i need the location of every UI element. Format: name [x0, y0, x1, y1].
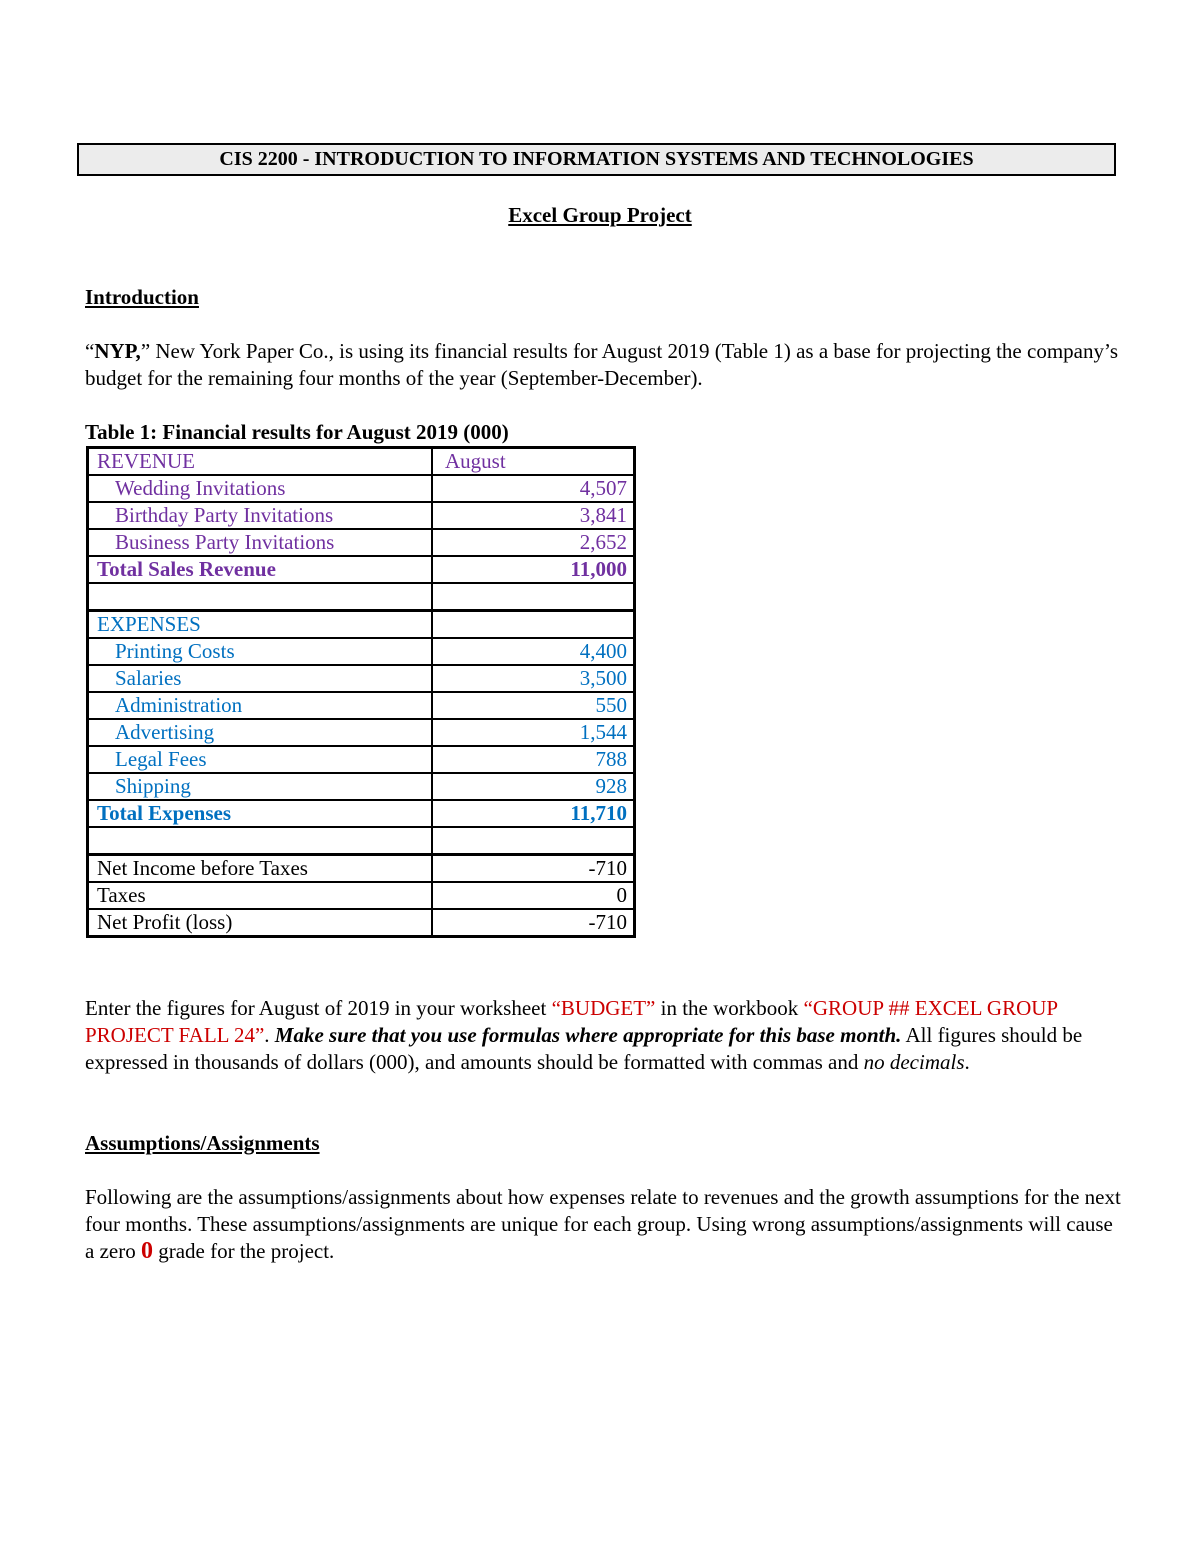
table-row [88, 746, 635, 773]
table-row [88, 529, 635, 556]
row-value: -710 [432, 909, 635, 937]
month-column-header: August [432, 448, 635, 476]
introduction-paragraph [85, 338, 1120, 392]
blank-row [88, 827, 635, 855]
blank-cell [88, 583, 433, 611]
expenses-section-label: EXPENSES [88, 611, 433, 639]
budget-text-1: Enter the figures for August of 2019 in your worksheet [85, 996, 552, 1020]
total-expenses-row [88, 800, 635, 827]
total-revenue-label: Total Sales Revenue [88, 556, 433, 583]
row-label: Taxes [88, 882, 433, 909]
row-value: 4,507 [432, 475, 635, 502]
table-row [88, 692, 635, 719]
row-label: Printing Costs [88, 638, 433, 665]
table-caption: Table 1: Financial results for August 2019 (000) [85, 420, 509, 444]
row-label: Administration [88, 692, 433, 719]
budget-text-3: . [264, 1023, 275, 1047]
table-row [88, 882, 635, 909]
row-label: Shipping [88, 773, 433, 800]
table-row [88, 475, 635, 502]
row-value: 1,544 [432, 719, 635, 746]
row-label: Legal Fees [88, 746, 433, 773]
company-short-name: NYP, [94, 339, 141, 363]
budget-text-4: All figures should be expressed in thousands of dollars (000), and amounts should be formatted with commas and [85, 1023, 1083, 1074]
project-title: Excel Group Project [508, 203, 692, 227]
assumptions-paragraph [85, 1184, 1125, 1265]
total-revenue-value: 11,000 [432, 556, 635, 583]
total-expenses-label: Total Expenses [88, 800, 433, 827]
table-header-row [88, 448, 635, 476]
table-row [88, 909, 635, 937]
row-value: 3,841 [432, 502, 635, 529]
financial-results-table [86, 446, 636, 938]
row-value: 550 [432, 692, 635, 719]
table-row [88, 855, 635, 883]
budget-instructions-paragraph [85, 995, 1125, 1076]
budget-text-2: in the workbook [655, 996, 804, 1020]
blank-cell [432, 583, 635, 611]
table-row [88, 719, 635, 746]
blank-row [88, 583, 635, 611]
row-value: 928 [432, 773, 635, 800]
blank-cell [432, 827, 635, 855]
blank-cell [432, 611, 635, 639]
table-row [88, 502, 635, 529]
workbook-name: “GROUP ## EXCEL GROUP PROJECT FALL 24” [85, 996, 1058, 1047]
zero-grade-mark: 0 [140, 1238, 153, 1264]
total-expenses-value: 11,710 [432, 800, 635, 827]
expenses-header-row [88, 611, 635, 639]
assumptions-text-1: Following are the assumptions/assignments about how expenses relate to revenues and the growth assumptions for the next four months. These assumptions/assignments are unique for each group. Using wrong assumptions/assignments will cause a zero [85, 1185, 1121, 1263]
table-row [88, 665, 635, 692]
course-banner: CIS 2200 - INTRODUCTION TO INFORMATION SYSTEMS AND TECHNOLOGIES [77, 143, 1116, 176]
no-decimals-emphasis: no decimals [863, 1050, 965, 1074]
worksheet-name: “BUDGET” [551, 996, 656, 1020]
row-label: Net Profit (loss) [88, 909, 433, 937]
introduction-heading: Introduction [85, 285, 199, 309]
row-value: 3,500 [432, 665, 635, 692]
revenue-section-label: REVENUE [88, 448, 433, 476]
row-value: -710 [432, 855, 635, 883]
assumptions-heading: Assumptions/Assignments [85, 1131, 320, 1155]
row-label: Advertising [88, 719, 433, 746]
formula-emphasis: Make sure that you use formulas where appropriate for this base month. [274, 1023, 902, 1047]
row-label: Business Party Invitations [88, 529, 433, 556]
blank-cell [88, 827, 433, 855]
budget-text-5: . [964, 1050, 970, 1074]
total-revenue-row [88, 556, 635, 583]
intro-text: ” New York Paper Co., is using its financial results for August 2019 (Table 1) as a base for projecting the company’s budget for the remaining four months of the year (September-December). [85, 339, 1118, 390]
table-row [88, 773, 635, 800]
assumptions-text-2: grade for the project. [152, 1239, 335, 1263]
row-label: Wedding Invitations [88, 475, 433, 502]
table-row [88, 638, 635, 665]
row-value: 2,652 [432, 529, 635, 556]
row-value: 0 [432, 882, 635, 909]
quote-open: “ [85, 339, 95, 363]
row-value: 4,400 [432, 638, 635, 665]
row-label: Birthday Party Invitations [88, 502, 433, 529]
row-label: Salaries [88, 665, 433, 692]
row-label: Net Income before Taxes [88, 855, 433, 883]
row-value: 788 [432, 746, 635, 773]
